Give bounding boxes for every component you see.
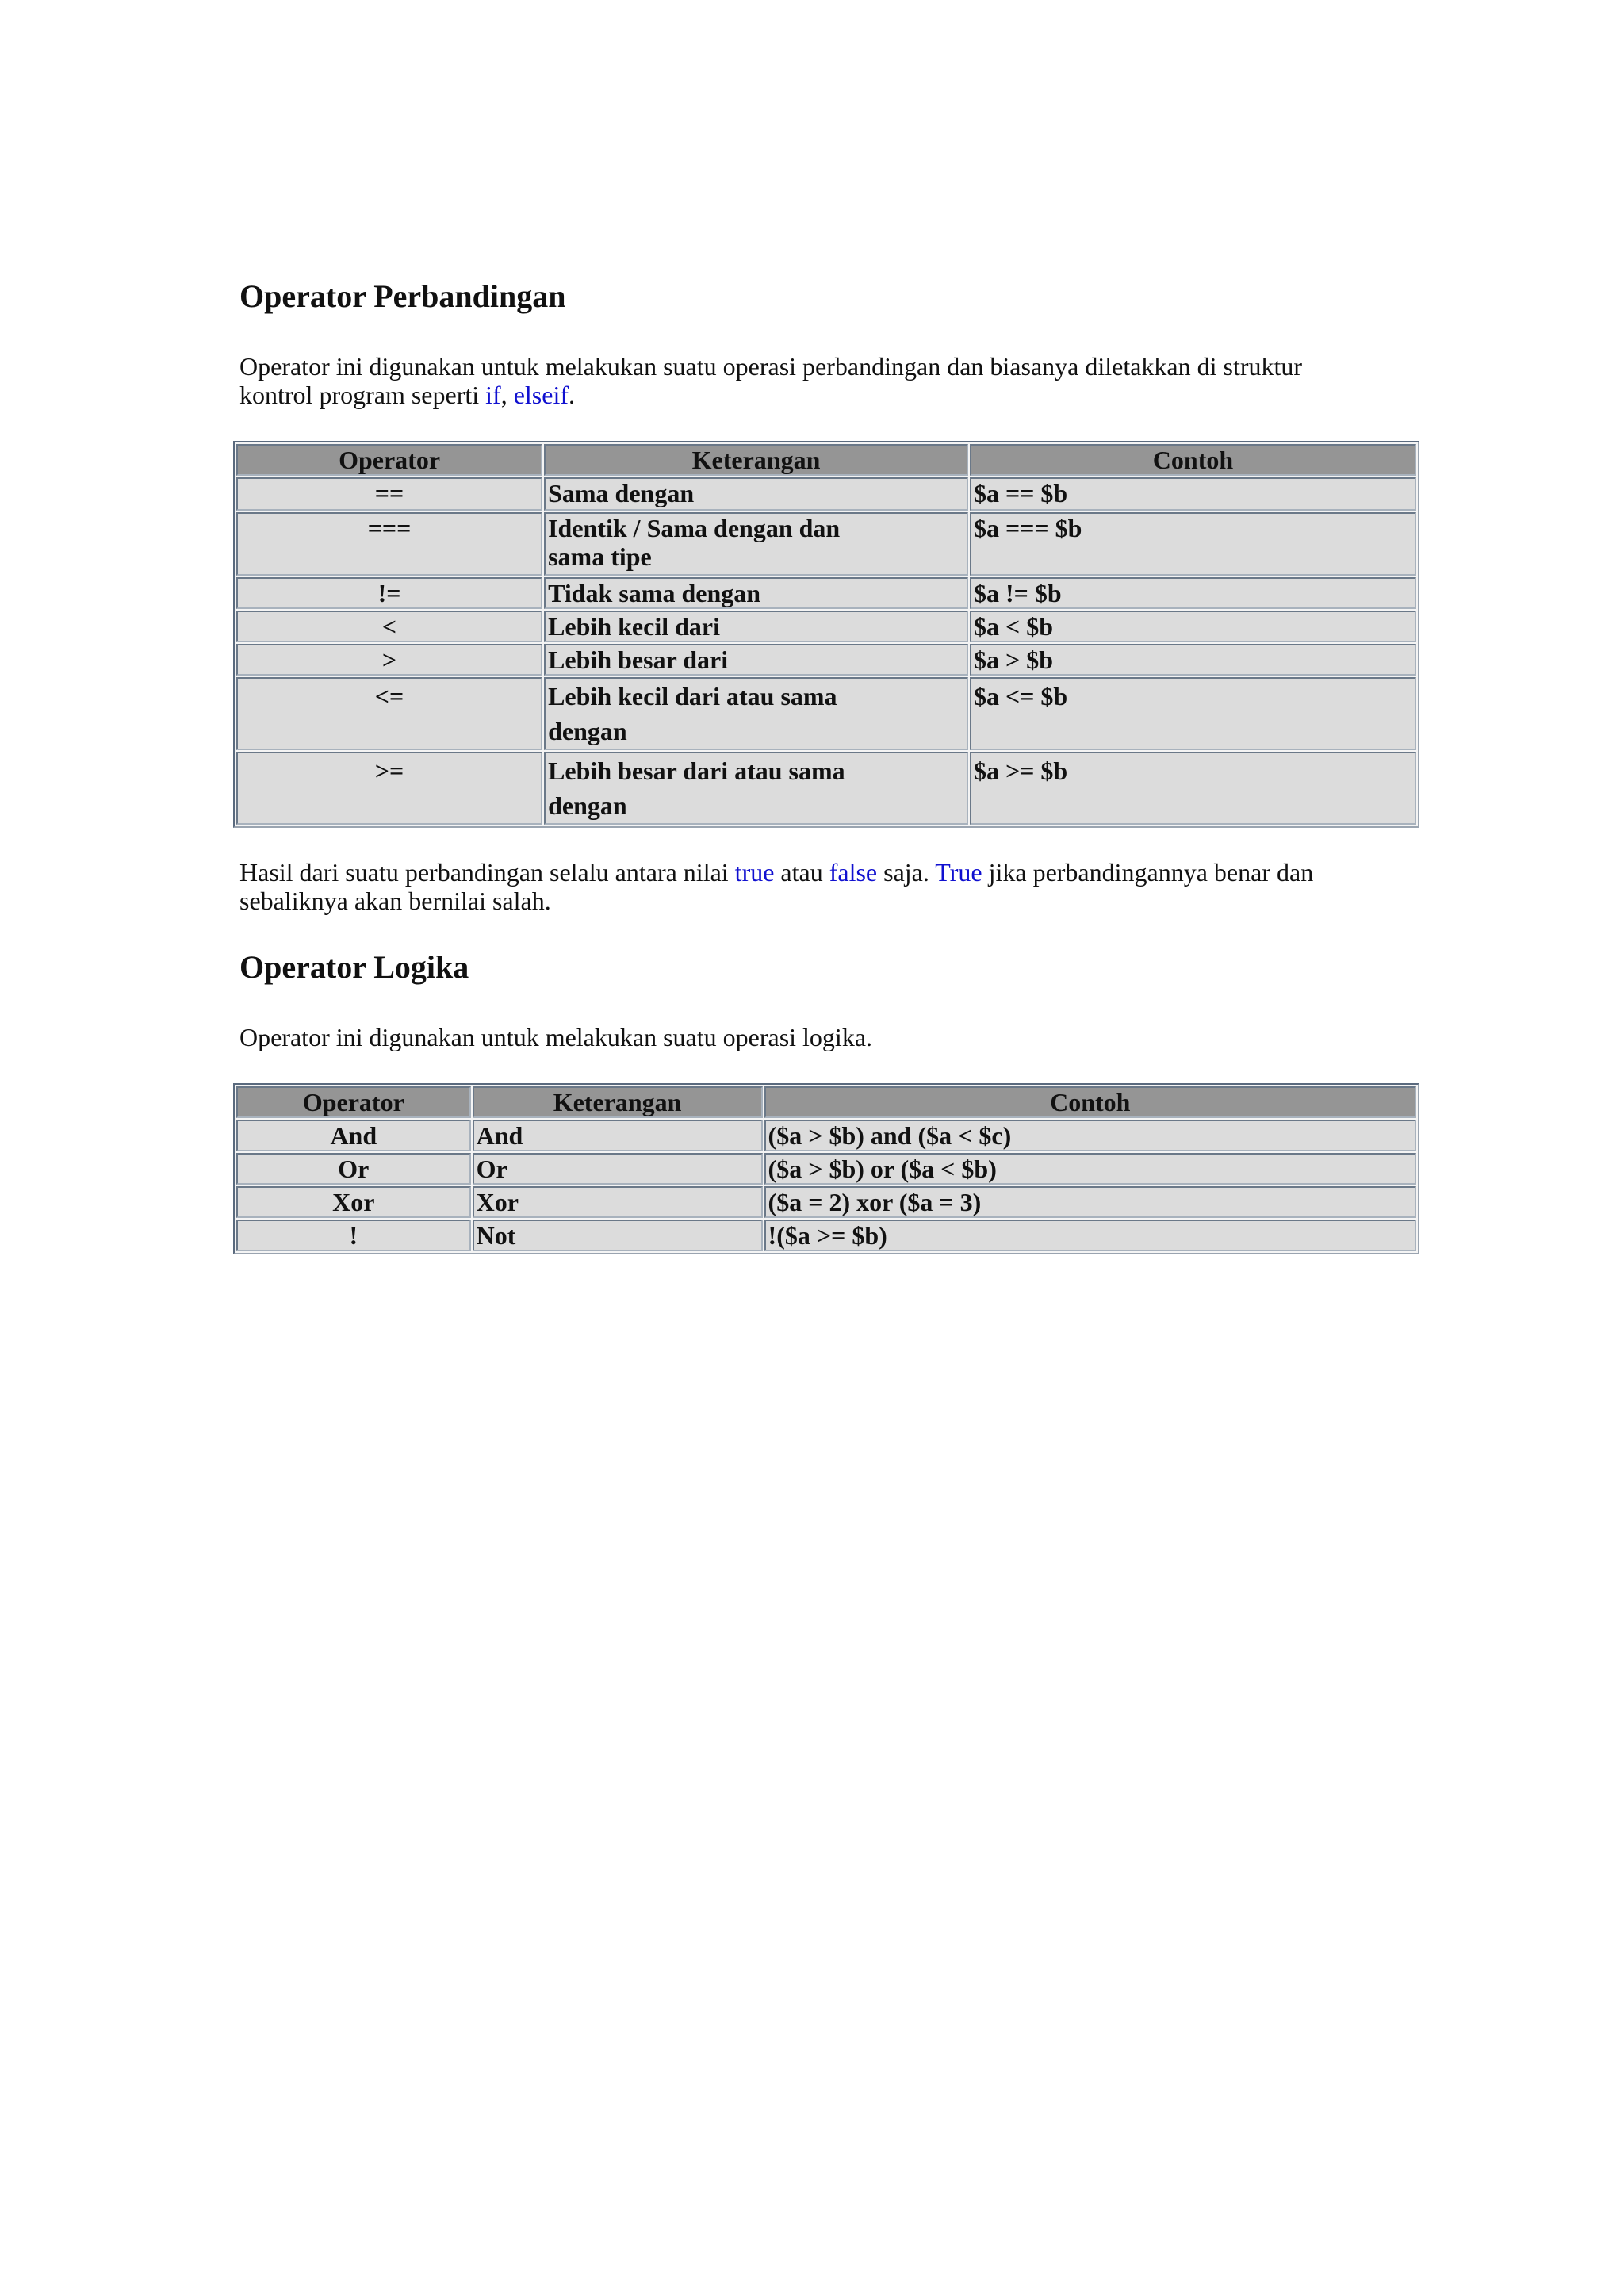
table-logika-wrapper	[233, 1083, 1429, 1254]
result-text: Hasil dari suatu perbandingan selalu antara nilai	[239, 858, 735, 887]
cell-operator: >	[236, 644, 542, 676]
cell-operator: Xor	[236, 1186, 471, 1218]
cell-operator: !	[236, 1220, 471, 1251]
result-text: saja.	[877, 858, 936, 887]
cell-operator: ===	[236, 512, 542, 576]
cell-operator: <	[236, 611, 542, 642]
column-header-operator: Operator	[236, 444, 542, 476]
cell-contoh: $a <= $b	[970, 677, 1416, 750]
cell-keterangan: Tidak sama dengan	[544, 577, 968, 609]
table-header-row	[236, 444, 1416, 476]
table-row	[236, 611, 1416, 642]
result-text: atau	[774, 858, 829, 887]
cell-keterangan: Sama dengan	[544, 477, 968, 511]
table-row	[236, 644, 1416, 676]
keyword-if: if	[485, 381, 501, 409]
cell-contoh: $a != $b	[970, 577, 1416, 609]
table-header-row	[236, 1086, 1416, 1118]
table-operator-perbandingan	[233, 441, 1419, 828]
keyword-true: true	[734, 858, 775, 887]
table-row	[236, 512, 1416, 576]
column-header-contoh: Contoh	[970, 444, 1416, 476]
result-paragraph	[239, 858, 1350, 915]
heading-operator-logika: Operator Logika	[239, 949, 469, 985]
keyword-elseif: elseif	[513, 381, 569, 409]
cell-keterangan: Not	[473, 1220, 763, 1251]
cell-contoh: $a < $b	[970, 611, 1416, 642]
cell-operator: !=	[236, 577, 542, 609]
document-page	[239, 278, 1429, 1254]
result-text: jika perbandingannya benar dan sebaliknya akan bernilai salah.	[239, 858, 1314, 915]
keyword-true-capital: True	[935, 858, 982, 887]
cell-keterangan: Lebih kecil dari	[544, 611, 968, 642]
column-header-keterangan: Keterangan	[544, 444, 968, 476]
table-operator-logika	[233, 1083, 1419, 1254]
cell-operator: ==	[236, 477, 542, 511]
cell-contoh: $a > $b	[970, 644, 1416, 676]
keyword-false: false	[829, 858, 878, 887]
cell-contoh: ($a > $b) and ($a < $c)	[764, 1120, 1416, 1151]
table-row	[236, 1153, 1416, 1185]
cell-keterangan: Lebih besar dari	[544, 644, 968, 676]
cell-contoh: ($a > $b) or ($a < $b)	[764, 1153, 1416, 1185]
table-row	[236, 1120, 1416, 1151]
table-row	[236, 477, 1416, 511]
cell-keterangan: Lebih besar dari atau sama dengan	[544, 752, 968, 825]
table-row	[236, 752, 1416, 825]
intro-text: Operator ini digunakan untuk melakukan suatu operasi perbandingan dan biasanya diletakkan di struktur kontrol program seperti	[239, 352, 1303, 409]
table-perbandingan-wrapper	[233, 441, 1429, 828]
column-header-keterangan: Keterangan	[473, 1086, 763, 1118]
cell-operator: And	[236, 1120, 471, 1151]
cell-contoh: $a === $b	[970, 512, 1416, 576]
cell-keterangan: Xor	[473, 1186, 763, 1218]
table-row	[236, 1186, 1416, 1218]
cell-keterangan: Lebih kecil dari atau sama dengan	[544, 677, 968, 750]
heading-operator-perbandingan: Operator Perbandingan	[239, 278, 566, 314]
column-header-contoh: Contoh	[764, 1086, 1416, 1118]
cell-contoh: $a == $b	[970, 477, 1416, 511]
table-row	[236, 577, 1416, 609]
column-header-operator: Operator	[236, 1086, 471, 1118]
table-row	[236, 1220, 1416, 1251]
table-row	[236, 677, 1416, 750]
cell-contoh: ($a = 2) xor ($a = 3)	[764, 1186, 1416, 1218]
cell-contoh: !($a >= $b)	[764, 1220, 1416, 1251]
intro-paragraph-perbandingan	[239, 352, 1350, 409]
cell-keterangan: Or	[473, 1153, 763, 1185]
cell-operator: <=	[236, 677, 542, 750]
intro-end: .	[568, 381, 575, 409]
cell-operator: Or	[236, 1153, 471, 1185]
cell-operator: >=	[236, 752, 542, 825]
cell-keterangan: Identik / Sama dengan dan sama tipe	[544, 512, 968, 576]
intro-paragraph-logika: Operator ini digunakan untuk melakukan suatu operasi logika.	[239, 1023, 873, 1051]
cell-keterangan: And	[473, 1120, 763, 1151]
cell-contoh: $a >= $b	[970, 752, 1416, 825]
intro-separator: ,	[500, 381, 514, 409]
